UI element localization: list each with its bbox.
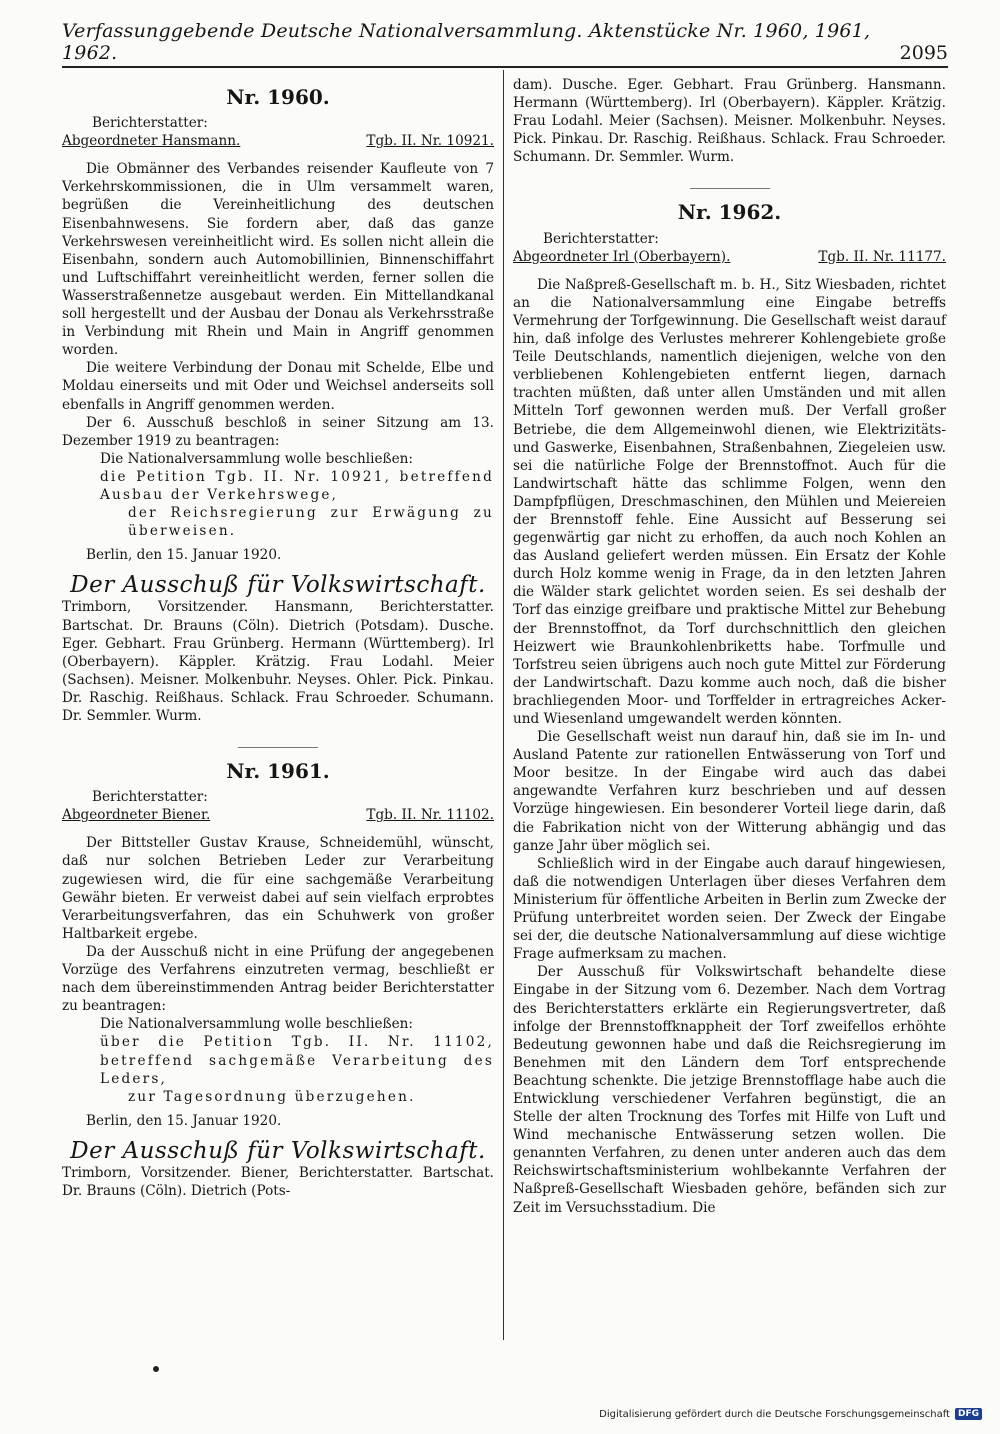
rapporteur-name: Abgeordneter Irl (Oberbayern). bbox=[513, 248, 731, 265]
petition-ref: Tgb. II. Nr. 10921. bbox=[366, 133, 494, 150]
resolution-text: die Petition Tgb. II. Nr. 10921, betreffend Ausbau der Verkehrswege, bbox=[100, 468, 494, 503]
ink-dot bbox=[153, 1366, 159, 1372]
paragraph: Der Bittsteller Gustav Krause, Schneidemühl, wünscht, daß nur solchen Betrieben Leder zur Verarbeitung zugewiesen wird, die für eine sachgemäße Verarbeitung Gewähr bieten. Er verweist dabei auf sein vielfach erprobtes Verarbeitungsverfahren, das ein Schuhwerk von großer Haltbarkeit ergebe. bbox=[62, 835, 494, 942]
rapporteur-name: Abgeordneter Biener. bbox=[62, 807, 211, 824]
paragraph: Die Gesellschaft weist nun darauf hin, daß sie im In- und Ausland Patente zur rationellen Entwässerung von Torf und Moor besitze. In der Eingabe wird auch das dabei angewandte Verfahren kurz beschrieben und auf dessen Vorzüge hingewiesen. Ein besonderer Vorteil liege darin, daß die Fabrikation nicht von der Witterung abhängig und das ganze Jahr über möglich sei. bbox=[513, 729, 946, 854]
member-list-continued: dam). Dusche. Eger. Gebhart. Frau Grünberg. Hansmann. Hermann (Württemberg). Irl (Oberbayern). Käppler. Krätzig. Frau Lodahl. Meier (Sachsen). Meisner. Molkenbuhr. Neyses. Pick. Pinkau. Dr. Raschig. Reißhaus. Schlack. Frau Schroeder. Schumann. Dr. Semmler. Wurm. bbox=[513, 77, 946, 166]
resolution-intro: Die Nationalversammlung wolle beschließen: bbox=[100, 1016, 413, 1033]
committee-title: Der Ausschuß für Volkswirtschaft. bbox=[70, 572, 486, 599]
rapporteur-label: Berichterstatter: bbox=[543, 230, 659, 247]
footer bbox=[599, 1408, 982, 1420]
rapporteur-label: Berichterstatter: bbox=[92, 789, 208, 806]
header-title: Verfassunggebende Deutsche Nationalversammlung. Aktenstücke Nr. 1960, 1961, 1962. bbox=[62, 20, 871, 64]
committee-title: Der Ausschuß für Volkswirtschaft. bbox=[70, 1137, 486, 1164]
paragraph: Die Naßpreß-Gesellschaft m. b. H., Sitz Wiesbaden, richtet an die Nationalversammlung eine Eingabe betreffs Vermehrung der Torfgewinnung. Die Gesellschaft weist darauf hin, daß infolge des Verlustes mehrerer Kohlengebiete große Teile Deutschlands, namentlich diejenigen, welche von den verbliebenen Kohlengebieten entfernt liegen, darnach trachten müßten, daß unter allen Umständen und mit allen Mitteln Torf gewonnen werden muß. Der Verfall großer Betriebe, die dem Allgemeinwohl dienen, wie Elektrizitäts- und Gaswerke, Eisenbahnen, Straßenbahnen, Ziegeleien usw. sei die natürliche Folge der Brennstoffnot. Auch für die Landwirtschaft hätte das schlimme Folgen, wenn den Dampfpflügen, Dreschmaschinen, den Mühlen und Meiereien der Brennstoff fehle. Eine Aussicht auf Besserung sei gegenwärtig gar nicht zu erhoffen, da auch noch Kohlen an das Ausland geliefert werden müssen. Ein Ersatz der Kohle durch Holz komme wenig in Frage, da in den letzten Jahren die Wälder stark gelichtet worden seien. Es sei deshalb der Torf das einzige greifbare und praktische Mittel zur Behebung der Brennstoffnot, da Torf durchschnittlich den gleichen Heizwert wie Braunkohlenbriketts habe. Torfmulle und Torfstreu seien übrigens auch noch gute Mittel zur Förderung der Landwirtschaft. Dazu komme auch noch, daß die bisher brachliegenden Moor- und Torffelder in ertragreiches Acker- und Wiesenland umgewandelt werden könnten. bbox=[513, 276, 946, 727]
section-number-1961: Nr. 1961. bbox=[226, 759, 330, 784]
dfg-logo: DFG bbox=[955, 1408, 982, 1420]
right-column bbox=[513, 76, 946, 1217]
section-separator bbox=[238, 747, 318, 748]
resolution-intro: Die Nationalversammlung wolle beschließen: bbox=[100, 450, 413, 467]
rapporteur-row bbox=[513, 248, 946, 266]
paragraph: Schließlich wird in der Eingabe auch darauf hingewiesen, daß die notwendigen Unterlagen über dieses Verfahren dem Ministerium für öffentliche Arbeiten in Berlin zum Zwecke der Prüfung unterbreitet worden seien. Der Zweck der Eingabe sei der, die deutsche Nationalversammlung auf diese wichtige Frage aufmerksam zu machen. bbox=[513, 855, 946, 963]
paragraph: Die weitere Verbindung der Donau mit Schelde, Elbe und Moldau einerseits und mit Oder und Weichsel anderseits soll ebenfalls in Angriff genommen werden. bbox=[62, 360, 494, 413]
paragraph: Da der Ausschuß nicht in eine Prüfung der angegebenen Vorzüge des Verfahrens einzutreten vermag, beschließt er nach dem übereinstimmenden Antrag beider Berichterstatter zu beantragen: bbox=[62, 943, 494, 1015]
paragraph: Die Obmänner des Verbandes reisender Kaufleute von 7 Verkehrskommissionen, die in Ulm versammelt waren, begrüßen die Vereinheitlichung des deutschen Eisenbahnwesens. Sie fordern aber, daß das ganze Verkehrswesen vereinheitlicht wird. Es sollen nicht allein die Eisenbahn, sondern auch Automobillinien, Binnenschiffahrt und Luftschiffahrt vereinheitlicht werden, ferner sollen die Wasserstraßennetze ausgebaut werden. Ein Mittellandkanal soll hergestellt und der Ausbau der Donau als Verkehrsstraße in Verbindung mit Rhein und Main in Angriff genommen worden. bbox=[62, 161, 494, 359]
left-column bbox=[62, 76, 494, 1200]
running-header bbox=[62, 20, 948, 68]
rapporteur-row bbox=[62, 806, 494, 824]
page-number: 2095 bbox=[899, 42, 948, 64]
section-number-1962: Nr. 1962. bbox=[677, 200, 782, 225]
column-divider bbox=[503, 70, 504, 1340]
footer-text: Digitalisierung gefördert durch die Deutsche Forschungsgemeinschaft bbox=[599, 1408, 950, 1420]
rapporteur-row bbox=[62, 132, 494, 150]
date-line: Berlin, den 15. Januar 1920. bbox=[86, 547, 282, 564]
date-line: Berlin, den 15. Januar 1920. bbox=[86, 1112, 282, 1129]
section-separator bbox=[690, 188, 770, 189]
resolution-text: zur Tagesordnung überzugehen. bbox=[128, 1088, 416, 1105]
paragraph: Der Ausschuß für Volkswirtschaft behandelte diese Eingabe in der Sitzung vom 6. Dezember. Nach dem Vortrag des Berichterstatters erklärte ein Regierungsvertreter, daß infolge der Brennstoffknappheit der Torf zweifellos erhöhte Bedeutung gewonnen habe und daß die Reichsregierung im Benehmen mit den Ländern dem Torf entsprechende Beachtung schenkte. Die jetzige Brennstofflage habe auch die Entwicklung verschiedener Verfahren begünstigt, die an Stelle der alten Trocknung des Torfes mit Hilfe von Luft und Wind mechanische Entwässerung setzen wollen. Die genannten Verfahren, zu denen unter anderen auch das dem Reichswirtschaftsministerium wohlbekannte Verfahren der Naßpreß-Gesellschaft Wiesbaden gehöre, befänden sich zur Zeit im Versuchsstadium. Die bbox=[513, 964, 946, 1216]
member-list: Trimborn, Vorsitzender. Hansmann, Berichterstatter. Bartschat. Dr. Brauns (Cöln). Dietrich (Potsdam). Dusche. Eger. Gebhart. Frau Grünberg. Hermann (Württemberg). Irl (Oberbayern). Käppler. Krätzig. Frau Lodahl. Meier (Sachsen). Meisner. Molkenbuhr. Neyses. Ohler. Pick. Pinkau. Dr. Raschig. Reißhaus. Schlack. Frau Schroeder. Schumann. Dr. Semmler. Wurm. bbox=[62, 599, 494, 724]
resolution-text: der Reichsregierung zur Erwägung zu überweisen. bbox=[128, 505, 494, 540]
petition-ref: Tgb. II. Nr. 11102. bbox=[366, 807, 494, 824]
petition-ref: Tgb. II. Nr. 11177. bbox=[818, 248, 946, 265]
rapporteur-label: Berichterstatter: bbox=[92, 115, 208, 132]
rapporteur-name: Abgeordneter Hansmann. bbox=[62, 133, 241, 150]
member-list: Trimborn, Vorsitzender. Biener, Berichterstatter. Bartschat. Dr. Brauns (Cöln). Dietrich (Pots- bbox=[62, 1164, 494, 1200]
section-number-1960: Nr. 1960. bbox=[226, 85, 330, 109]
resolution-text: über die Petition Tgb. II. Nr. 11102, betreffend sachgemäße Verarbeitung des Leders, bbox=[100, 1034, 494, 1087]
paragraph: Der 6. Ausschuß beschloß in seiner Sitzung am 13. Dezember 1919 zu beantragen: bbox=[62, 414, 494, 449]
